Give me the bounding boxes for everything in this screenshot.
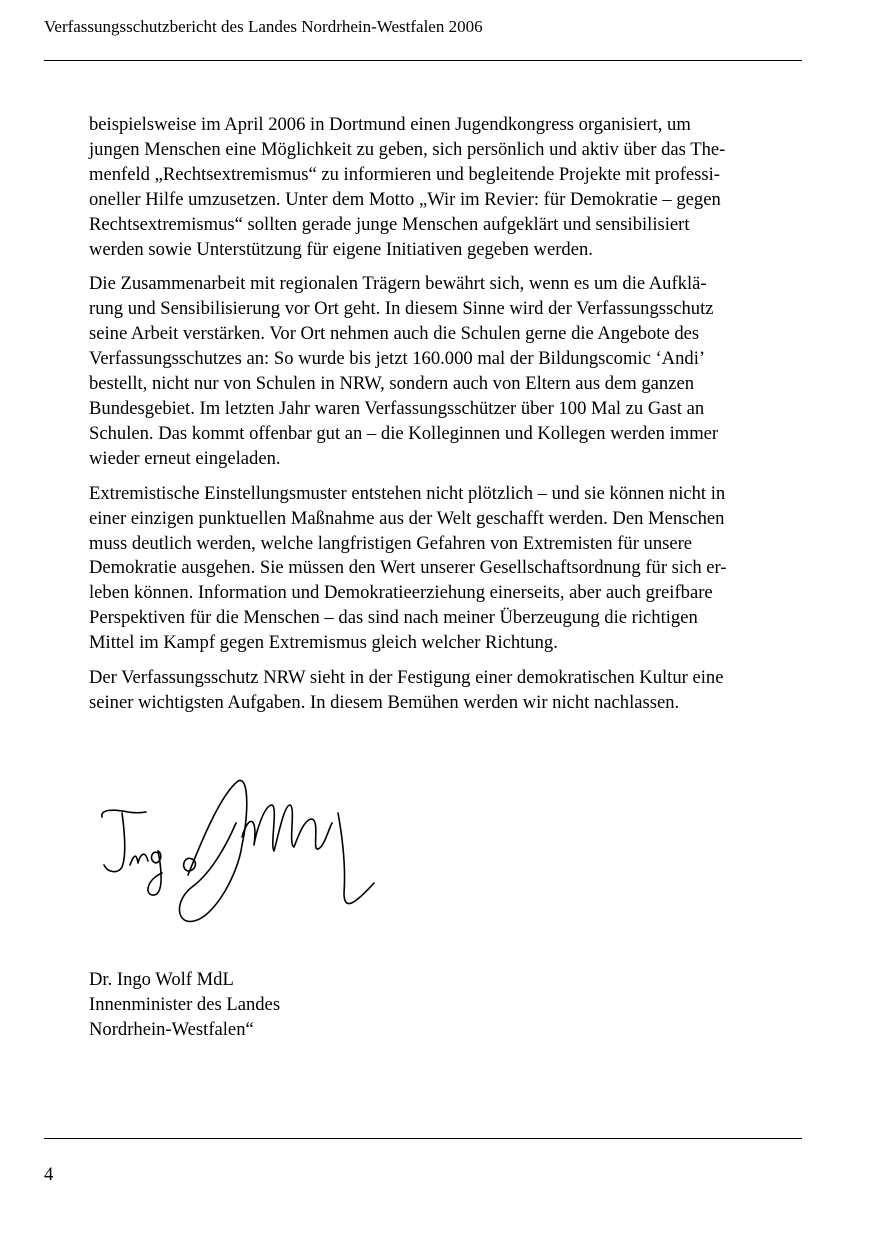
paragraph [89,272,802,471]
signature-stroke-i [102,810,146,817]
header-rule [44,60,802,61]
text-line: beispielsweise im April 2006 in Dortmund einen Jugendkongress organisiert, um [89,114,691,135]
footer-rule [44,1138,802,1139]
signoff-role: Innenminister des Landes [89,993,281,1015]
text-line: bestellt, nicht nur von Schulen in NRW, sondern auch von Eltern aus dem ganzen [89,373,695,395]
signature-stroke-g [148,851,162,895]
text-line: Extremistische Einstellungsmuster entstehen nicht plötzlich – und sie können nicht in [89,482,726,504]
signature-stroke-i-stem [104,813,125,872]
text-line: Schulen. Das kommt offenbar gut an – die Kolleginnen und Kollegen werden immer [89,422,719,444]
text-line: Rechtsextremismus“ sollten gerade junge Menschen aufgeklärt und sensibilisiert [89,213,690,235]
text-line: Die Zusammenarbeit mit regionalen Trägern bewährt sich, wenn es um die Aufklä- [89,273,707,295]
text-line: seiner wichtigsten Aufgaben. In diesem Bemühen werden wir nicht nachlassen. [89,691,680,713]
handwritten-signature [92,775,382,925]
text-line: rung und Sensibilisierung vor Ort geht. In diesem Sinne wird der Verfassungsschutz [89,298,714,320]
signature-stroke-w [179,780,246,921]
text-line: leben können. Information und Demokratieerziehung einerseits, aber auch greifbare [89,582,713,604]
text-line: menfeld „Rechtsextremismus“ zu informieren und begleitende Projekte mit professi- [89,163,720,185]
text-line: Der Verfassungsschutz NRW sieht in der Festigung einer demokratischen Kultur eine [89,667,724,689]
text-line: Perspektiven für die Menschen – das sind nach meiner Überzeugung die richtigen [89,607,698,629]
text-line: Verfassungsschutzes an: So wurde bis jetzt 160.000 mal der Bildungscomic ‘Andi’ [89,348,706,370]
signature-stroke-tail [338,813,374,904]
signature-stroke-n [130,854,148,865]
text-line: Mittel im Kampf gegen Extremismus gleich welcher Richtung. [89,632,558,654]
text-line: wieder erneut eingeladen. [89,447,281,469]
signature-stroke-olf [242,805,332,851]
signoff-block [89,968,280,1043]
text-line: Demokratie ausgehen. Sie müssen den Wert unserer Gesellschaftsordnung für sich er- [89,557,727,579]
text-line: muss deutlich werden, welche langfristigen Gefahren von Extremisten für unsere [89,532,693,554]
paragraph [89,666,802,716]
text-line: einer einzigen punktuellen Maßnahme aus der Welt geschafft werden. Den Menschen [89,507,725,529]
signoff-name: Dr. Ingo Wolf MdL [89,969,234,990]
body-text [89,113,802,726]
paragraph [89,113,802,262]
text-line: jungen Menschen eine Möglichkeit zu geben, sich persönlich und aktiv über das The- [89,138,726,160]
text-line: oneller Hilfe umzusetzen. Unter dem Motto „Wir im Revier: für Demokratie – gegen [89,188,721,210]
page-number: 4 [44,1164,54,1185]
running-header-title: Verfassungsschutzbericht des Landes Nordrhein-Westfalen 2006 [44,17,483,36]
text-line: seine Arbeit verstärken. Vor Ort nehmen auch die Schulen gerne die Angebote des [89,323,700,345]
text-line: werden sowie Unterstützung für eigene Initiativen gegeben werden. [89,238,593,260]
signoff-region: Nordrhein-Westfalen“ [89,1018,254,1040]
text-line: Bundesgebiet. Im letzten Jahr waren Verfassungsschützer über 100 Mal zu Gast an [89,397,705,419]
paragraph [89,482,802,656]
